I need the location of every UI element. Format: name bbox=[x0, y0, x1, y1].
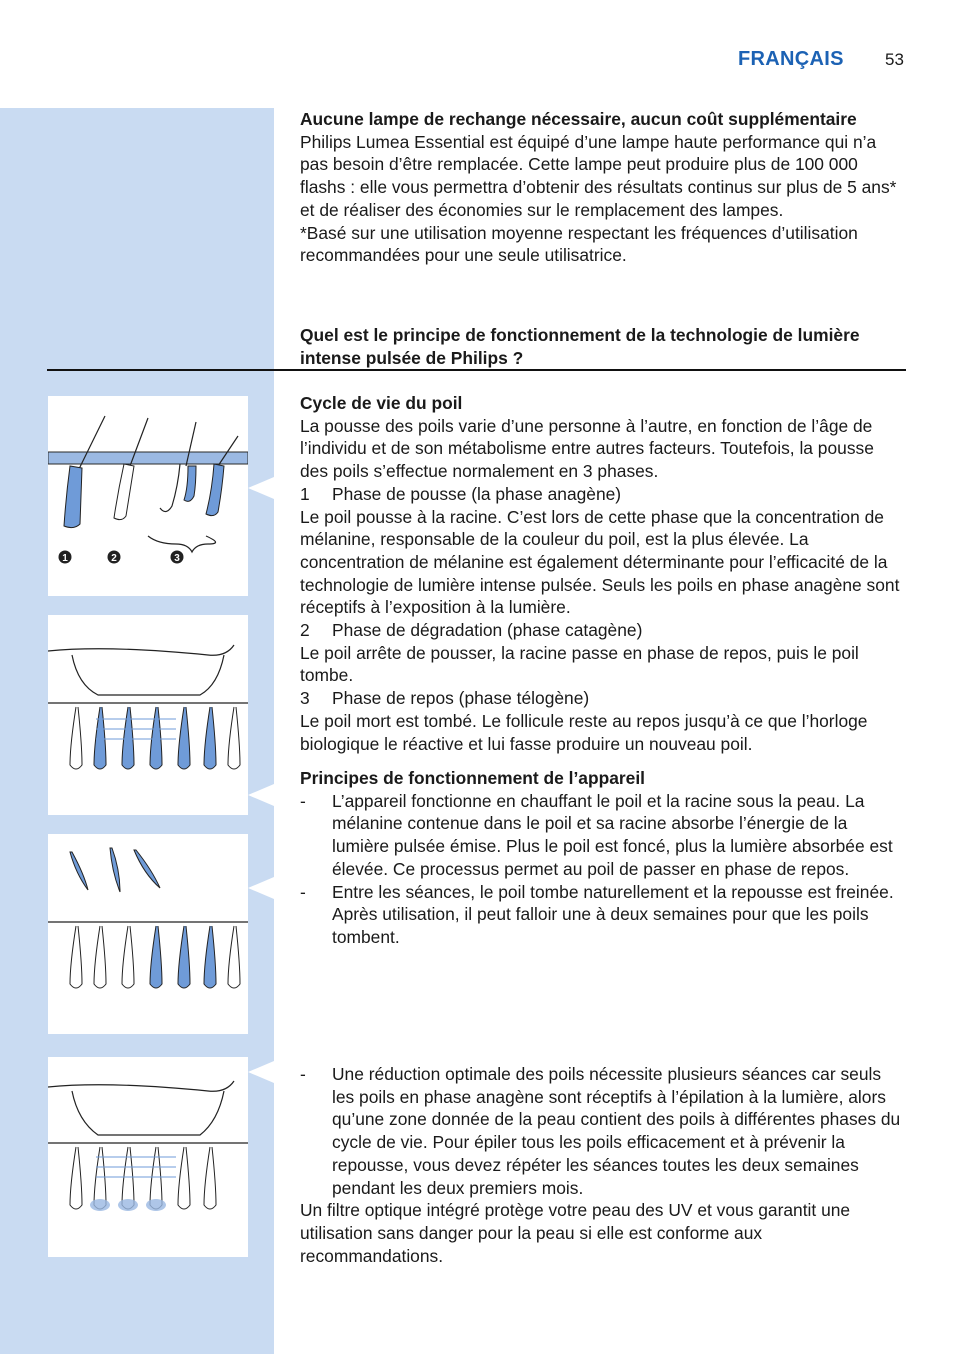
figure-hair-falling bbox=[48, 834, 248, 1034]
phase-number: 1 bbox=[300, 483, 310, 504]
hair-falling-illustration bbox=[48, 834, 248, 1034]
section-replacement-lamp bbox=[300, 108, 906, 267]
paragraph: Le poil arrête de pousser, la racine passe en phase de repos, puis le poil tombe. bbox=[300, 642, 859, 686]
bullet-marker: - bbox=[300, 1064, 306, 1084]
figure-label: 2 bbox=[111, 553, 117, 564]
phase-item bbox=[300, 483, 906, 506]
phase-number: 2 bbox=[300, 620, 310, 641]
paragraph: Un filtre optique intégré protège votre peau des UV et vous garantit une utilisation sans danger pour la peau si elle est conforme aux recommandations. bbox=[300, 1200, 851, 1266]
hair-cycle-illustration bbox=[48, 396, 248, 596]
section-principle-heading bbox=[300, 324, 906, 369]
phase-item bbox=[300, 619, 906, 642]
bullet-text: Entre les séances, le poil tombe naturellement et la repousse est freinée. Après utilisation, il peut falloir une à deux semaines pour que les poils tombent. bbox=[332, 881, 894, 947]
bullet-marker: - bbox=[300, 790, 306, 811]
section-reduction bbox=[300, 1063, 906, 1267]
section-hair-cycle bbox=[300, 392, 906, 755]
phase-title: Phase de repos (phase télogène) bbox=[332, 688, 590, 709]
paragraph: Le poil mort est tombé. Le follicule reste au repos jusqu’à ce que l’horloge biologique le réactive et lui fasse produire un nouveau poil. bbox=[300, 710, 868, 754]
section-heading: Principes de fonctionnement de l’appareil bbox=[300, 768, 645, 788]
section-device-principles bbox=[300, 767, 906, 949]
paragraph: Le poil pousse à la racine. C’est lors de cette phase que la concentration de mélanine, responsable de la couleur du poil, est la plus élevée. La concentration de mélanine est également déterminante pour l’efficacité de la technologie de lumière intense pulsée. Seuls les poils en phase anagène sont réceptifs à l’exposition à la lumière. bbox=[300, 506, 900, 618]
section-heading: Aucune lampe de rechange nécessaire, aucun coût supplémentaire bbox=[300, 109, 857, 129]
figure-device-second-flash bbox=[48, 1057, 248, 1257]
figure-hair-cycle bbox=[48, 396, 248, 596]
page-number: 53 bbox=[885, 50, 904, 69]
bullet-marker: - bbox=[300, 881, 306, 902]
figure-pointer bbox=[248, 784, 274, 806]
bullet-item bbox=[300, 881, 906, 949]
section-divider bbox=[47, 369, 906, 371]
paragraph: Philips Lumea Essential est équipé d’une lampe haute performance qui n’a pas besoin d’être remplacée. Cette lampe peut produire plus de 100 000 flashs : elle vous permettra d’obtenir des résultats continus sur plus de 5 ans* et de réaliser des économies sur le remplacement des lampes. bbox=[300, 131, 897, 220]
phase-title: Phase de pousse (la phase anagène) bbox=[332, 483, 622, 504]
section-heading: Quel est le principe de fonctionnement de la technologie de lumière intense pulsée de Philips ? bbox=[300, 325, 860, 368]
figure-label: 1 bbox=[62, 553, 68, 564]
language-label: FRANÇAIS bbox=[738, 48, 844, 70]
bullet-text: Une réduction optimale des poils nécessite plusieurs séances car seuls les poils en phase anagène sont réceptifs à l’épilation à la lumière, alors qu’une zone donnée de la peau contient des poils à différentes phases du cycle de vie. Pour épiler tous les poils efficacement et à prévenir la repousse, vous devez répéter les séances toutes les deux semaines pendant les deux premiers mois. bbox=[332, 1064, 901, 1198]
section-heading: Cycle de vie du poil bbox=[300, 393, 463, 413]
figure-label: 3 bbox=[174, 553, 180, 564]
device-flash-illustration bbox=[48, 615, 248, 815]
phase-title: Phase de dégradation (phase catagène) bbox=[332, 620, 643, 641]
phase-number: 3 bbox=[300, 688, 310, 709]
bullet-item bbox=[300, 1063, 906, 1199]
device-second-flash-illustration bbox=[48, 1057, 248, 1257]
bullet-text: L’appareil fonctionne en chauffant le poil et la racine sous la peau. La mélanine contenue dans le poil et sa racine absorbe l’énergie de la lumière pulsée émise. Plus le poil est foncé, plus la lumière absorbée est élevée. Ce processus permet au poil de passer en phase de repos. bbox=[332, 790, 893, 879]
figure-device-flash bbox=[48, 615, 248, 815]
paragraph: La pousse des poils varie d’une personne à l’autre, en fonction de l’âge de l’individu et de son métabolisme entre autres facteurs. Toutefois, la pousse des poils s’effectue normalement en 3 phases. bbox=[300, 415, 874, 482]
bullet-item bbox=[300, 790, 906, 881]
figure-pointer bbox=[248, 477, 274, 499]
phase-item bbox=[300, 687, 906, 710]
figure-pointer bbox=[248, 877, 274, 899]
footnote: *Basé sur une utilisation moyenne respectant les fréquences d’utilisation recommandées pour une seule utilisatrice. bbox=[300, 222, 858, 266]
figure-pointer bbox=[248, 1061, 274, 1083]
